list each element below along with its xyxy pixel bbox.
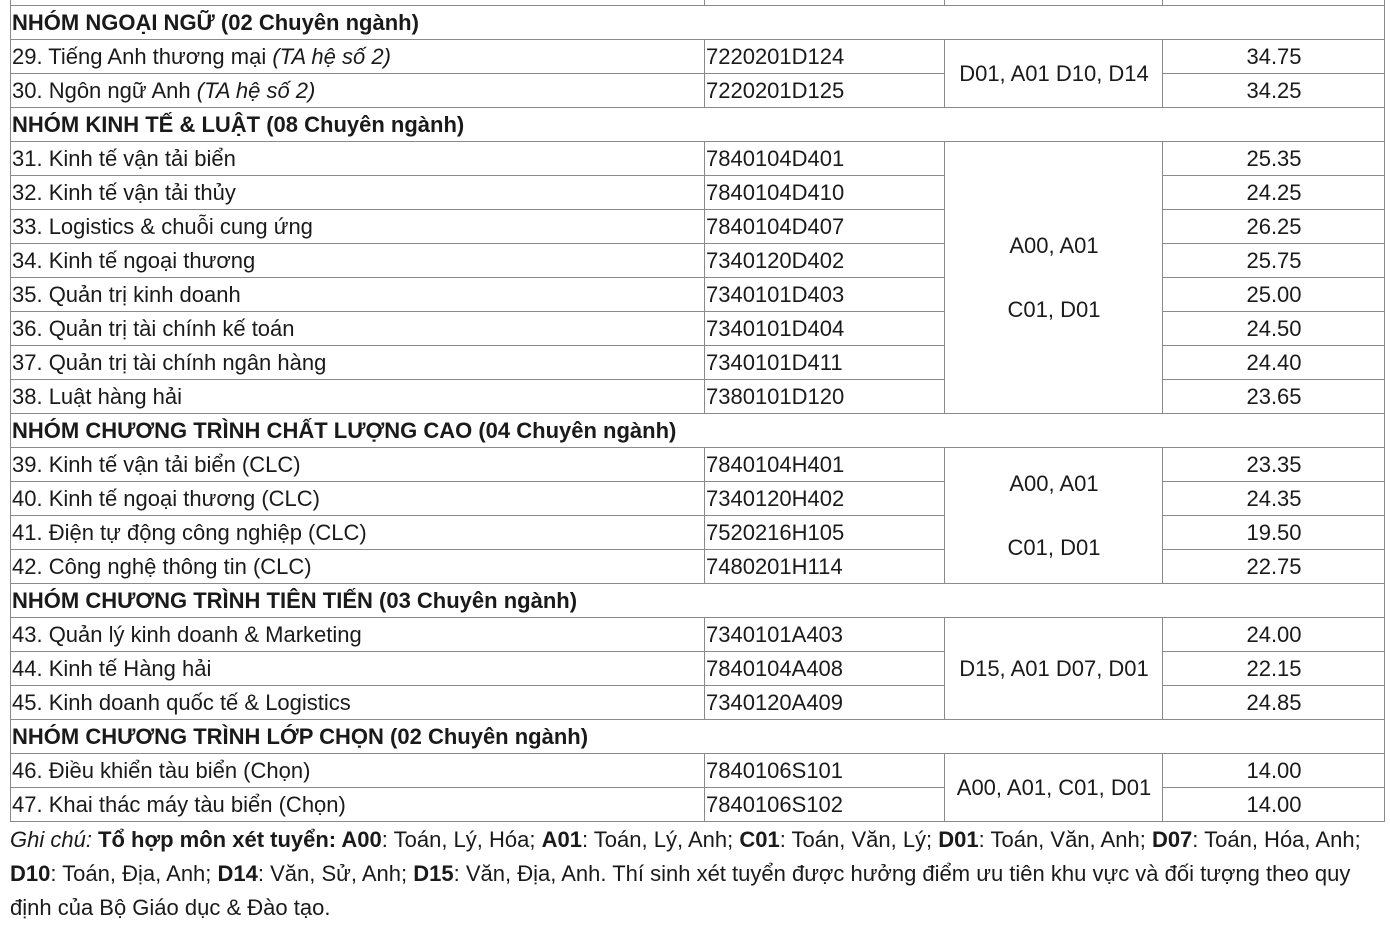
major-name <box>11 210 705 244</box>
major-name-text: 44. Kinh tế Hàng hải <box>12 655 212 681</box>
major-code: 7340101D403 <box>705 278 945 312</box>
benchmark-score: 24.00 <box>1163 618 1385 652</box>
footnote-segment: : Toán, Hóa, Anh; <box>1192 827 1361 852</box>
major-code: 7220201D124 <box>705 40 945 74</box>
benchmark-score: 14.00 <box>1163 754 1385 788</box>
benchmark-score: 22.15 <box>1163 652 1385 686</box>
major-code: 7840106S102 <box>705 788 945 822</box>
major-name <box>11 278 705 312</box>
group-title: NHÓM CHƯƠNG TRÌNH LỚP CHỌN (02 Chuyên ngành) <box>11 720 1385 754</box>
benchmark-score: 23.35 <box>1163 448 1385 482</box>
major-name <box>11 652 705 686</box>
major-name-text: 34. Kinh tế ngoại thương <box>12 247 256 273</box>
major-code: 7520216H105 <box>705 516 945 550</box>
major-name <box>11 618 705 652</box>
major-code: 7340120A409 <box>705 686 945 720</box>
major-name-text: 41. Điện tự động công nghiệp (CLC) <box>12 519 367 545</box>
major-name-text: 45. Kinh doanh quốc tế & Logistics <box>12 689 351 715</box>
footnote-segment: A01 <box>541 827 582 852</box>
group-title: NHÓM KINH TẾ & LUẬT (08 Chuyên ngành) <box>11 108 1385 142</box>
footnote-segment: D01 <box>938 827 979 852</box>
footnote-segment: C01 <box>739 827 780 852</box>
benchmark-score: 34.75 <box>1163 40 1385 74</box>
major-name-note: (TA hệ số 2) <box>196 77 316 103</box>
footnote-segment: : Toán, Lý, Anh; <box>581 827 740 852</box>
table-row <box>11 74 1385 108</box>
footnote-segment: : Văn, Địa, Anh. Thí sinh xét tuyển được hưởng điểm ưu tiên khu vực và đối tượng theo quy định của Bộ Giáo dục & Đào tạo. <box>10 861 1351 920</box>
group-title: NHÓM CHƯƠNG TRÌNH TIÊN TIẾN (03 Chuyên ngành) <box>11 584 1385 618</box>
major-code: 7340101D411 <box>705 346 945 380</box>
table-row <box>11 652 1385 686</box>
major-name <box>11 788 705 822</box>
subject-combination <box>945 618 1163 720</box>
major-name-text: 39. Kinh tế vận tải biển (CLC) <box>12 451 301 477</box>
footnote-segment: : Toán, Địa, Anh; <box>50 861 218 886</box>
table-row <box>11 176 1385 210</box>
subject-combination <box>945 754 1163 822</box>
subject-combination <box>945 40 1163 108</box>
major-name <box>11 550 705 584</box>
footnote-segment: D07 <box>1151 827 1193 852</box>
group-header-row <box>11 720 1385 754</box>
benchmark-score: 24.85 <box>1163 686 1385 720</box>
major-name-text: 40. Kinh tế ngoại thương (CLC) <box>12 485 320 511</box>
benchmark-score: 14.00 <box>1163 788 1385 822</box>
footnote-segment: Ghi chú: <box>10 827 99 852</box>
major-name-text: 36. Quản trị tài chính kế toán <box>12 315 295 341</box>
combo-line: D01, A01 D10, D14 <box>959 60 1149 86</box>
table-row <box>11 448 1385 482</box>
major-name <box>11 380 705 414</box>
benchmark-score: 25.75 <box>1163 244 1385 278</box>
footnote-segment: : Toán, Lý, Hóa; <box>381 827 542 852</box>
major-name <box>11 244 705 278</box>
combo-spacer <box>946 258 1162 298</box>
major-code: 7340101D404 <box>705 312 945 346</box>
table-row <box>11 788 1385 822</box>
major-code: 7840104D410 <box>705 176 945 210</box>
table-row <box>11 244 1385 278</box>
major-code: 7840104D407 <box>705 210 945 244</box>
group-title: NHÓM CHƯƠNG TRÌNH CHẤT LƯỢNG CAO (04 Chuyên ngành) <box>11 414 1385 448</box>
benchmark-score: 24.40 <box>1163 346 1385 380</box>
combo-line: C01, D01 <box>1007 296 1101 322</box>
major-name <box>11 754 705 788</box>
table-row <box>11 40 1385 74</box>
group-header-row <box>11 584 1385 618</box>
table-row <box>11 210 1385 244</box>
major-name <box>11 74 705 108</box>
major-name-text: 37. Quản trị tài chính ngân hàng <box>12 349 327 375</box>
major-code: 7840104A408 <box>705 652 945 686</box>
major-name <box>11 516 705 550</box>
benchmark-score: 26.25 <box>1163 210 1385 244</box>
group-header-row <box>11 414 1385 448</box>
footnote-segment: Tổ hợp môn xét tuyển: A00 <box>98 827 382 852</box>
major-name <box>11 312 705 346</box>
major-name <box>11 448 705 482</box>
table-body <box>11 0 1385 822</box>
footnote-segment: D10 <box>10 861 51 886</box>
major-name-text: 35. Quản trị kinh doanh <box>12 281 241 307</box>
major-name <box>11 482 705 516</box>
major-name <box>11 176 705 210</box>
combo-line: A00, A01 <box>1009 232 1099 258</box>
table-row <box>11 550 1385 584</box>
major-code: 7840104H401 <box>705 448 945 482</box>
major-name-text: 47. Khai thác máy tàu biển (Chọn) <box>12 791 346 817</box>
benchmark-score: 24.50 <box>1163 312 1385 346</box>
major-name-text: 46. Điều khiển tàu biển (Chọn) <box>12 757 311 783</box>
major-name-text: 32. Kinh tế vận tải thủy <box>12 179 236 205</box>
major-code: 7340101A403 <box>705 618 945 652</box>
group-header-row <box>11 6 1385 40</box>
footnote <box>10 823 1385 925</box>
major-name <box>11 346 705 380</box>
major-name-text: 33. Logistics & chuỗi cung ứng <box>12 213 313 239</box>
major-name <box>11 40 705 74</box>
major-code: 7340120D402 <box>705 244 945 278</box>
benchmark-score: 24.25 <box>1163 176 1385 210</box>
table-row <box>11 482 1385 516</box>
footnote-segment: D14 <box>217 861 258 886</box>
benchmark-score: 25.35 <box>1163 142 1385 176</box>
group-header-row <box>11 108 1385 142</box>
benchmark-score: 23.65 <box>1163 380 1385 414</box>
major-name-note: (TA hệ số 2) <box>272 43 391 69</box>
combo-spacer <box>946 496 1162 536</box>
footnote-segment: : Văn, Sử, Anh; <box>257 861 414 886</box>
table-row <box>11 618 1385 652</box>
major-name <box>11 142 705 176</box>
benchmark-score: 25.00 <box>1163 278 1385 312</box>
major-name <box>11 686 705 720</box>
table-row <box>11 516 1385 550</box>
subject-combination <box>945 142 1163 414</box>
table-row <box>11 686 1385 720</box>
major-code: 7220201D125 <box>705 74 945 108</box>
benchmark-score: 19.50 <box>1163 516 1385 550</box>
major-name-text: 31. Kinh tế vận tải biển <box>12 145 236 171</box>
table-row <box>11 142 1385 176</box>
major-name-text: 38. Luật hàng hải <box>12 383 183 409</box>
table-row <box>11 346 1385 380</box>
combo-line: A00, A01, C01, D01 <box>956 774 1152 800</box>
major-name-text: 43. Quản lý kinh doanh & Marketing <box>12 621 362 647</box>
benchmark-score: 24.35 <box>1163 482 1385 516</box>
footnote-segment: : Toán, Văn, Anh; <box>978 827 1152 852</box>
table-row <box>11 312 1385 346</box>
combo-line: C01, D01 <box>1007 534 1101 560</box>
major-code: 7480201H114 <box>705 550 945 584</box>
footnote-segment: D15 <box>413 861 454 886</box>
benchmark-score: 22.75 <box>1163 550 1385 584</box>
major-name-text: 29. Tiếng Anh thương mại <box>12 43 273 69</box>
table-row <box>11 754 1385 788</box>
major-code: 7380101D120 <box>705 380 945 414</box>
combo-line: D15, A01 D07, D01 <box>959 655 1149 681</box>
admission-scores-table <box>10 0 1385 822</box>
major-name-text: 42. Công nghệ thông tin (CLC) <box>12 553 312 579</box>
combo-line: A00, A01 <box>1009 470 1099 496</box>
table-row <box>11 380 1385 414</box>
group-title: NHÓM NGOẠI NGỮ (02 Chuyên ngành) <box>11 6 1385 40</box>
table-row <box>11 278 1385 312</box>
major-code: 7340120H402 <box>705 482 945 516</box>
major-name-text: 30. Ngôn ngữ Anh <box>12 77 197 103</box>
benchmark-score: 34.25 <box>1163 74 1385 108</box>
major-code: 7840106S101 <box>705 754 945 788</box>
major-code: 7840104D401 <box>705 142 945 176</box>
subject-combination <box>945 448 1163 584</box>
footnote-segment: : Toán, Văn, Lý; <box>779 827 939 852</box>
